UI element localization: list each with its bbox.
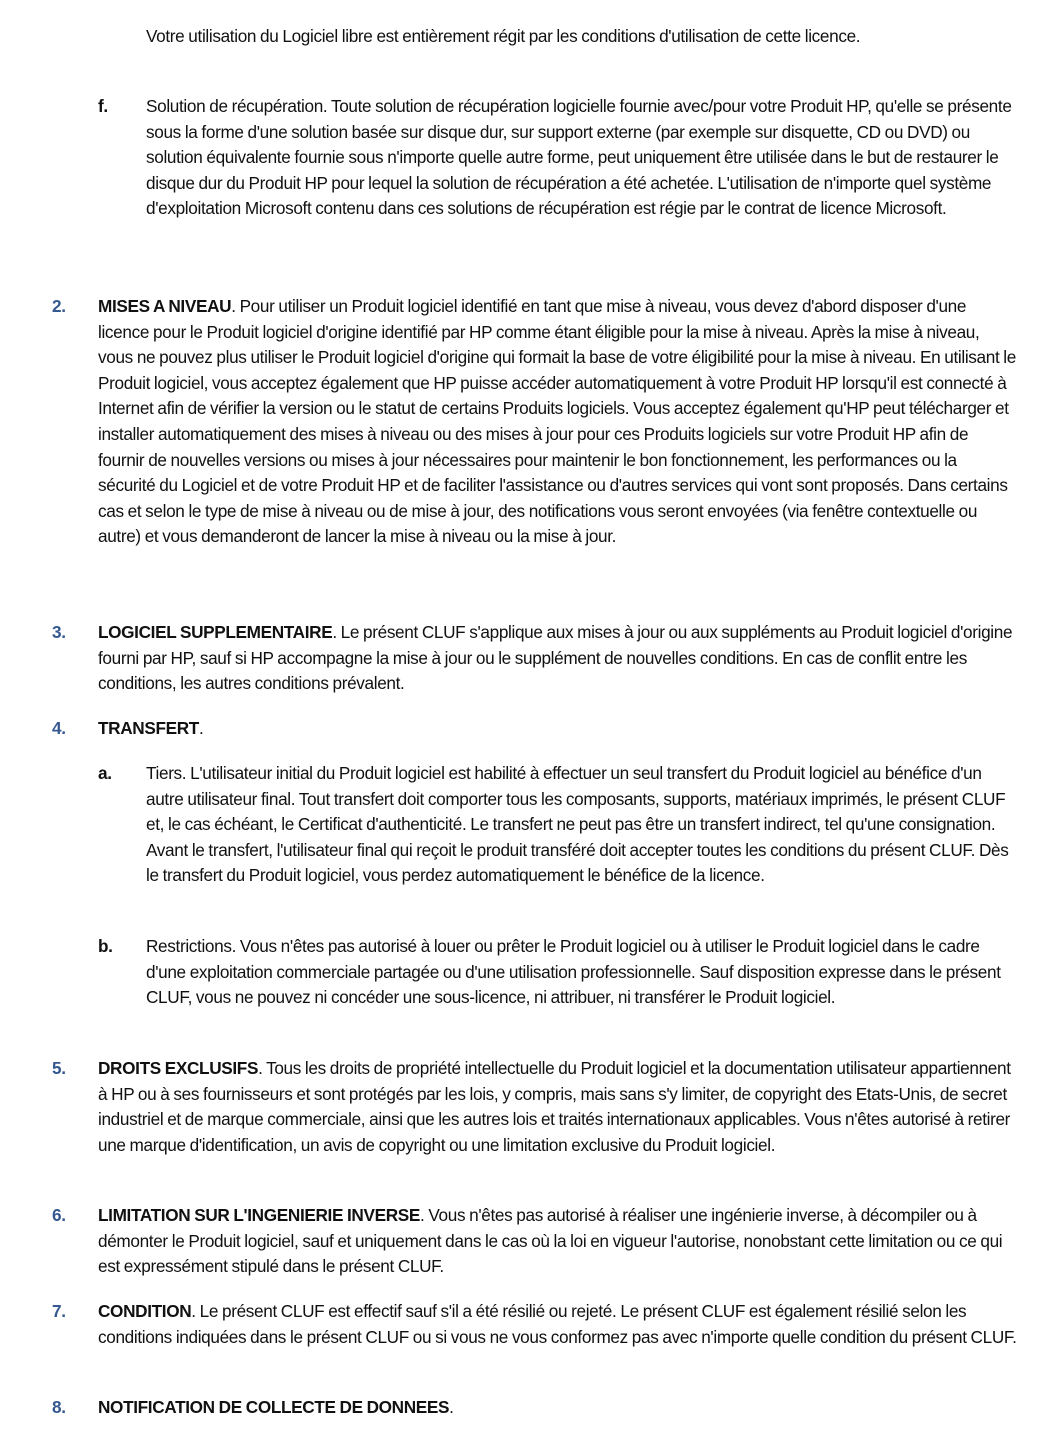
section-body: [98, 294, 1018, 550]
section-number: 8.: [52, 1397, 66, 1417]
section-body: [98, 620, 1018, 697]
section-number: 3.: [52, 622, 66, 642]
section-body: [98, 1056, 1018, 1158]
section-body: [98, 1299, 1018, 1350]
section-title: LOGICIEL SUPPLEMENTAIRE: [98, 622, 333, 642]
subsection-marker: b.: [98, 936, 113, 956]
section-text: .: [198, 718, 204, 738]
intro-text: Votre utilisation du Logiciel libre est entièrement régit par les conditions d'utilisation de cette licence.: [146, 26, 861, 46]
section-text: . Pour utiliser un Produit logiciel identifié en tant que mise à niveau, vous devez d'abord disposer d'une licence pour le Produit logiciel d'origine identifié par HP comme étant éligible pour la mise à niveau. Après la mise à niveau, vous ne pouvez plus utiliser le Produit logiciel d'origine qui formait la base de votre éligibilité pour la mise à niveau. En utilisant le Produit logiciel, vous acceptez également que HP puisse accéder automatiquement à votre Produit HP lorsqu'il est connecté à Internet afin de vérifier la version ou le statut de certains Produits logiciels. Vous acceptez également qu'HP peut télécharger et installer automatiquement des mises à niveau ou des mises à jour pour ces Produits logiciels sur votre Produit HP afin de fournir de nouvelles versions ou mises à jour nécessaires pour maintenir le bon fonctionnement, les performances ou la sécurité du Logiciel et de votre Produit HP et de faciliter l'assistance ou d'autres services qui vont sont proposés. Dans certains cas et selon le type de mise à niveau ou de mise à jour, des notifications vous seront envoyées (via fenêtre contextuelle ou autre) et vous demanderont de lancer la mise à niveau ou la mise à jour.: [98, 296, 1016, 547]
section-title: DROITS EXCLUSIFS: [98, 1058, 259, 1078]
subsection-marker: f.: [98, 96, 108, 116]
subsection-text: Restrictions. Vous n'êtes pas autorisé à louer ou prêter le Produit logiciel ou à utiliser le Produit logiciel dans le cadre d'une exploitation commerciale partagée ou d'une utilisation professionnelle. Sauf disposition expresse dans le présent CLUF, vous ne pouvez ni concéder une sous-licence, ni attribuer, ni transférer le Produit logiciel.: [146, 936, 1001, 1008]
intro-continuation: [146, 24, 1018, 50]
section-number: 6.: [52, 1205, 66, 1225]
section-body: [98, 1395, 1018, 1421]
section-text: . Vous n'êtes pas autorisé à réaliser une ingénierie inverse, à décompiler ou à démonter le Produit logiciel, sauf et uniquement dans le cas où la loi en vigueur l'autorise, nonobstant cette limitation ou ce qui est expressément stipulé dans le présent CLUF.: [98, 1205, 1003, 1277]
section-body: [98, 1203, 1018, 1280]
section-text: . Tous les droits de propriété intellectuelle du Produit logiciel et la documentation utilisateur appartiennent à HP ou à ses fournisseurs et sont protégés par les lois, y compris, mais sans s'y limiter, de copyright des Etats-Unis, de secret industriel et de marque commerciale, ainsi que les autres lois et traités internationaux applicables. Vous n'êtes autorisé à retirer une marque d'identification, un avis de copyright ou une limitation exclusive du Produit logiciel.: [98, 1058, 1011, 1155]
subsection-marker: a.: [98, 763, 112, 783]
section-number: 5.: [52, 1058, 66, 1078]
section-number: 2.: [52, 296, 66, 316]
section-title: NOTIFICATION DE COLLECTE DE DONNEES: [98, 1397, 450, 1417]
section-text: . Le présent CLUF s'applique aux mises à jour ou aux suppléments au Produit logiciel d'origine fourni par HP, sauf si HP accompagne la mise à jour ou le supplément de nouvelles conditions. En cas de conflit entre les conditions, les autres conditions prévalent.: [98, 622, 1013, 694]
section-title: LIMITATION SUR L'INGENIERIE INVERSE: [98, 1205, 421, 1225]
section-number: 7.: [52, 1301, 66, 1321]
section-title: MISES A NIVEAU: [98, 296, 232, 316]
section-title: TRANSFERT: [98, 718, 199, 738]
section-title: CONDITION: [98, 1301, 192, 1321]
section-text: .: [449, 1397, 454, 1417]
subsection-text: Tiers. L'utilisateur initial du Produit logiciel est habilité à effectuer un seul transfert du Produit logiciel au bénéfice d'un autre utilisateur final. Tout transfert doit comporter tous les composants, supports, matériaux imprimés, le présent CLUF et, le cas échéant, le Certificat d'authenticité. Le transfert ne peut pas être un transfert indirect, tel qu'une consignation. Avant le transfert, l'utilisateur final qui reçoit le produit transféré doit accepter toutes les conditions du présent CLUF. Dès le transfert du Produit logiciel, vous perdez automatiquement le bénéfice de la licence.: [146, 763, 1009, 886]
section-text: . Le présent CLUF est effectif sauf s'il a été résilié ou rejeté. Le présent CLUF est également résilié selon les conditions indiquées dans le présent CLUF ou si vous ne vous conformez pas avec n'importe quelle condition du présent CLUF.: [98, 1301, 1017, 1347]
subsection-text: Solution de récupération. Toute solution de récupération logicielle fournie avec/pour votre Produit HP, qu'elle se présente sous la forme d'une solution basée sur disque dur, sur support externe (par exemple sur disquette, CD ou DVD) ou solution équivalente fournie sous n'importe quelle autre forme, peut uniquement être utilisée dans le but de restaurer le disque dur du Produit HP pour lequel la solution de récupération a été achetée. L'utilisation de n'importe quel système d'exploitation Microsoft contenu dans ces solutions de récupération est régie par le contrat de licence Microsoft.: [146, 96, 1012, 219]
section-number: 4.: [52, 718, 66, 738]
section-body: [98, 716, 1018, 742]
